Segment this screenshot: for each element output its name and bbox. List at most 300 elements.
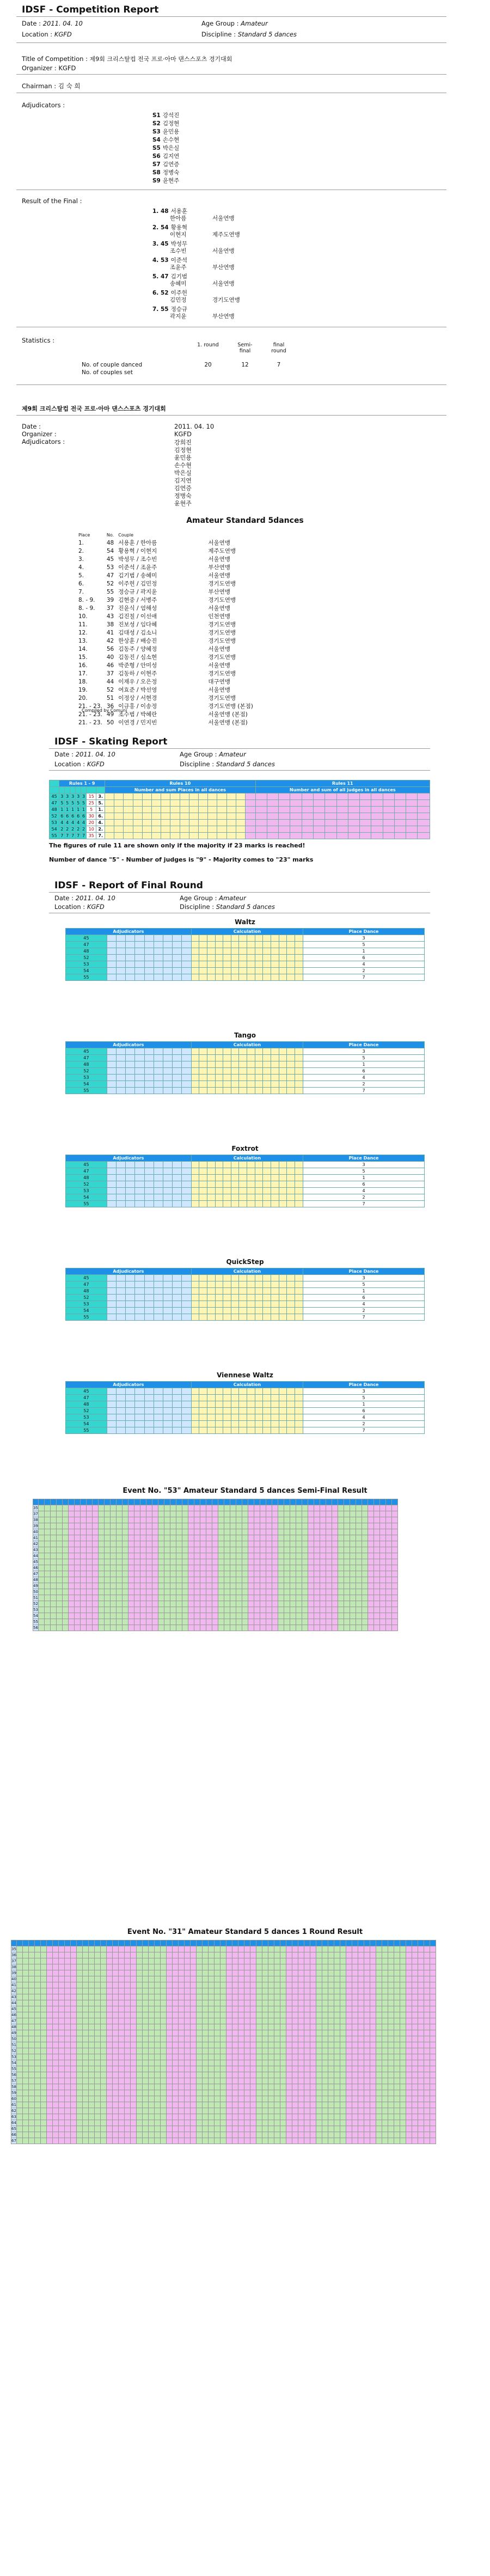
event-couple-no: 38 — [11, 1965, 16, 1969]
event-mark — [388, 2060, 394, 2066]
event-mark — [172, 2054, 178, 2060]
dance-row — [66, 1088, 425, 1094]
event-mark — [260, 1511, 266, 1517]
dance-mark — [144, 1075, 154, 1081]
dance-calc-cell — [215, 1068, 223, 1075]
event-judge-header — [76, 1940, 82, 1946]
skating-sub-header — [81, 787, 87, 793]
event-mark — [278, 1601, 284, 1607]
dance-couple-no: 53 — [66, 1188, 107, 1194]
event-mark — [98, 1511, 104, 1517]
event-mark — [424, 1976, 430, 1982]
dance-calc-cell — [191, 935, 199, 942]
skating-rule10-cell — [189, 807, 198, 813]
event-mark — [308, 1589, 314, 1595]
event-mark — [358, 2042, 364, 2048]
event-mark — [262, 1970, 268, 1976]
event-mark — [106, 2090, 112, 2096]
event-mark — [56, 1625, 62, 1631]
event-row — [11, 2030, 436, 2036]
event-mark — [278, 1571, 284, 1577]
dance-mark — [173, 1162, 182, 1168]
event-mark — [278, 1511, 284, 1517]
event-mark — [262, 2102, 268, 2108]
dance-calc-cell — [263, 1181, 271, 1188]
dance-calc-cell — [231, 968, 239, 974]
event-mark — [350, 1613, 356, 1619]
event-mark — [254, 1529, 260, 1535]
event-mark — [242, 1595, 248, 1601]
dance-calc-cell — [207, 1295, 216, 1301]
event-mark — [248, 1553, 254, 1559]
event-mark — [334, 2018, 340, 2024]
event-mark — [322, 2030, 328, 2036]
event-mark — [148, 1946, 154, 1952]
event-mark — [130, 1952, 136, 1958]
dance-calc-cell — [295, 1408, 303, 1414]
dance-row — [66, 974, 425, 981]
event-judge-header — [164, 1499, 170, 1505]
event-mark — [304, 2012, 310, 2018]
event-mark — [52, 2042, 58, 2048]
dance-mark — [135, 1194, 144, 1201]
dance-calc-cell — [263, 961, 271, 968]
event-mark — [418, 2030, 424, 2036]
event-judge-header — [256, 1940, 262, 1946]
dance-calc-cell — [199, 1181, 207, 1188]
skating-rule10-cell — [114, 793, 124, 800]
summary-cell: 56 — [106, 645, 114, 652]
event-mark — [292, 1958, 298, 1964]
event-mark — [28, 2066, 34, 2072]
event-mark — [430, 2090, 436, 2096]
dance-calc-cell — [287, 935, 295, 942]
event-mark — [334, 1946, 340, 1952]
event-mark — [370, 2054, 376, 2060]
summary-cell: 36 — [106, 703, 114, 710]
event-mark — [304, 1976, 310, 1982]
event-mark — [118, 2084, 124, 2090]
dance-calc-cell — [263, 935, 271, 942]
skating-rule11-cell — [418, 833, 430, 839]
dance-mark — [144, 974, 154, 981]
dance-calc-cell — [231, 1048, 239, 1055]
event-mark — [28, 2024, 34, 2030]
event-mark — [16, 2090, 22, 2096]
skating-rule10-cell — [180, 826, 189, 833]
event-mark — [160, 1976, 166, 1982]
event-mark — [130, 1964, 136, 1970]
event-mark — [266, 1523, 272, 1529]
event-mark — [406, 1994, 412, 2000]
event-mark — [394, 2006, 400, 2012]
event-mark — [16, 1988, 22, 1994]
dance-mark — [173, 1048, 182, 1055]
dance-calc-cell — [239, 1181, 247, 1188]
event-mark — [290, 1601, 296, 1607]
skating-rule11-cell — [360, 800, 371, 807]
event-mark — [76, 2090, 82, 2096]
event-mark — [106, 1994, 112, 2000]
event-mark — [118, 2078, 124, 2084]
dance-mark — [116, 1048, 125, 1055]
event-mark — [272, 1529, 278, 1535]
event-mark — [146, 1583, 152, 1589]
skating-rule10-cell — [133, 833, 142, 839]
event-judge-header — [62, 1499, 68, 1505]
event-mark — [230, 1583, 236, 1589]
event-mark — [142, 2000, 148, 2006]
event-mark — [274, 2048, 280, 2054]
event-mark — [202, 2000, 208, 2006]
event-mark — [104, 1505, 110, 1511]
event-mark — [74, 1613, 80, 1619]
event-mark — [244, 2090, 250, 2096]
event-mark — [344, 1613, 350, 1619]
dance-calc-cell — [255, 974, 263, 981]
event-mark — [326, 1541, 332, 1547]
dance-calc-cell — [215, 1181, 223, 1188]
event-mark — [88, 2078, 94, 2084]
event-mark — [238, 2102, 244, 2108]
event-mark — [62, 1625, 68, 1631]
summary-cell: 37 — [106, 670, 114, 677]
event-mark — [190, 2084, 196, 2090]
dance-calc-cell — [207, 1395, 216, 1401]
dance-calc-cell — [255, 955, 263, 961]
summary-cell: 38 — [106, 621, 114, 628]
event-mark — [124, 1952, 130, 1958]
event-mark — [116, 1523, 122, 1529]
event-mark — [56, 1589, 62, 1595]
event-mark — [140, 1547, 146, 1553]
dance-calc-cell — [231, 961, 239, 968]
event-mark — [256, 2042, 262, 2048]
event-mark — [184, 1976, 190, 1982]
event-mark — [236, 1571, 242, 1577]
event-mark — [188, 1565, 194, 1571]
skating-rule11-cell — [336, 793, 348, 800]
event-mark — [142, 2030, 148, 2036]
dance-mark — [107, 1401, 116, 1408]
dance-calc-cell — [191, 1194, 199, 1201]
skating-couple-no: 53 — [50, 820, 59, 826]
event-mark — [340, 2048, 346, 2054]
event-mark — [284, 1505, 290, 1511]
event-mark — [110, 1511, 116, 1517]
event-mark — [136, 2066, 142, 2072]
event-row — [33, 1535, 398, 1541]
event-mark — [296, 1613, 302, 1619]
event-mark — [290, 1619, 296, 1625]
event-mark — [340, 1946, 346, 1952]
event-mark — [256, 2048, 262, 2054]
event-mark — [244, 1952, 250, 1958]
event-mark — [202, 2054, 208, 2060]
dance-calc-cell — [239, 1388, 247, 1395]
dance-calc-cell — [279, 1421, 287, 1427]
dance-place: 2 — [303, 1194, 425, 1201]
event-mark — [172, 1988, 178, 1994]
event-mark — [412, 1952, 418, 1958]
dance-place: 6 — [303, 1408, 425, 1414]
event-mark — [214, 1958, 220, 1964]
event-mark — [430, 2030, 436, 2036]
dance-couple-no: 55 — [66, 974, 107, 981]
event-mark — [298, 2048, 304, 2054]
summary-cell: 52 — [106, 580, 114, 587]
event-mark — [238, 2114, 244, 2120]
event-mark — [50, 1559, 56, 1565]
event-mark — [166, 2030, 172, 2036]
event-mark — [188, 1613, 194, 1619]
event-mark — [236, 1577, 242, 1583]
event-mark — [88, 1988, 94, 1994]
event-mark — [94, 2054, 100, 2060]
dance-mark — [173, 974, 182, 981]
dance-calc-cell — [287, 1301, 295, 1308]
event-mark — [367, 1589, 373, 1595]
dance-calc-cell — [199, 942, 207, 948]
event-mark — [256, 1976, 262, 1982]
summary-cell: 52 — [106, 686, 114, 693]
summary-cell: 김동하 / 이현주 — [118, 670, 157, 677]
event-mark — [74, 1517, 80, 1523]
event-mark — [340, 1952, 346, 1958]
event-mark — [391, 1601, 397, 1607]
event-mark — [274, 2018, 280, 2024]
event-mark — [350, 1553, 356, 1559]
event-mark — [350, 1595, 356, 1601]
event-mark — [296, 1607, 302, 1613]
event-mark — [268, 2090, 274, 2096]
event-mark — [58, 1976, 64, 1982]
skating-sub-header: Number and sum Places in all dances — [105, 787, 255, 793]
event-mark — [400, 1976, 406, 1982]
skating-rule10-cell — [133, 807, 142, 813]
event-mark — [76, 2078, 82, 2084]
event-mark — [308, 1613, 314, 1619]
event-mark — [254, 1595, 260, 1601]
event-mark — [190, 2096, 196, 2102]
event-couple-no: 63 — [11, 2115, 16, 2119]
event-mark — [242, 1535, 248, 1541]
event-mark — [388, 1946, 394, 1952]
event-mark — [268, 2066, 274, 2072]
dance-mark — [135, 1075, 144, 1081]
event-mark — [268, 1952, 274, 1958]
event-mark — [58, 2054, 64, 2060]
event-mark — [406, 1958, 412, 1964]
event-judge-header — [206, 1499, 212, 1505]
event-mark — [112, 1982, 118, 1988]
dance-mark — [154, 1295, 163, 1301]
skating-rule10-cell — [170, 813, 180, 820]
event-mark — [356, 1571, 362, 1577]
event-mark — [76, 2012, 82, 2018]
skating-rule10-cell — [124, 800, 133, 807]
event-mark — [100, 2066, 106, 2072]
event-mark — [214, 2078, 220, 2084]
event-mark — [268, 2000, 274, 2006]
dance-calc-cell — [279, 1388, 287, 1395]
event-mark — [104, 1565, 110, 1571]
dance-calc-cell — [207, 1408, 216, 1414]
skating-rule10-cell — [152, 793, 161, 800]
event-mark — [194, 1565, 200, 1571]
event-mark — [22, 2054, 28, 2060]
event-mark — [424, 2090, 430, 2096]
summary-cell: 황용혁 / 이현지 — [118, 548, 157, 554]
event-mark — [124, 2066, 130, 2072]
event-mark — [326, 1553, 332, 1559]
summary-cell: 이규홍 / 이송정 — [118, 703, 157, 710]
event-mark — [182, 1523, 188, 1529]
event-row — [11, 2102, 436, 2108]
event-mark — [22, 2018, 28, 2024]
event-mark — [334, 2012, 340, 2018]
event-mark — [28, 2042, 34, 2048]
dance-calc-cell — [255, 1308, 263, 1314]
event-mark — [232, 2036, 238, 2042]
dance-row — [66, 1068, 425, 1075]
event-row — [33, 1571, 398, 1577]
event-row — [33, 1541, 398, 1547]
event-mark — [38, 1589, 44, 1595]
event-mark — [158, 1595, 164, 1601]
event-mark — [362, 1565, 367, 1571]
skating-rule11-cell — [325, 833, 336, 839]
dance-calc-cell — [255, 1314, 263, 1321]
event-mark — [382, 2042, 388, 2048]
event-mark — [100, 2114, 106, 2120]
event-mark — [112, 2000, 118, 2006]
event-mark — [274, 2066, 280, 2072]
event-mark — [70, 1988, 76, 1994]
event-mark — [232, 2078, 238, 2084]
event-mark — [34, 1964, 40, 1970]
event-mark — [40, 2018, 46, 2024]
event-mark — [68, 1613, 74, 1619]
event-mark — [124, 2060, 130, 2066]
event-mark — [62, 1583, 68, 1589]
event-mark — [92, 1565, 98, 1571]
event-mark — [290, 1571, 296, 1577]
event-mark — [248, 1595, 254, 1601]
event-mark — [236, 1601, 242, 1607]
event-mark — [94, 2066, 100, 2072]
event-mark — [178, 2114, 184, 2120]
event-mark — [304, 2042, 310, 2048]
event-mark — [146, 1601, 152, 1607]
event-mark — [350, 1589, 356, 1595]
event-mark — [124, 2036, 130, 2042]
event-mark — [298, 1970, 304, 1976]
event-mark — [122, 1523, 128, 1529]
event-mark — [250, 2114, 256, 2120]
event-mark — [394, 2054, 400, 2060]
event-mark — [124, 1976, 130, 1982]
event-mark — [104, 1547, 110, 1553]
event-mark — [194, 1523, 200, 1529]
summary-cell: 17. — [78, 670, 88, 677]
event-mark — [356, 1535, 362, 1541]
skating-rule10-cell — [170, 793, 180, 800]
event-mark — [373, 1595, 379, 1601]
skating-rule10-cell — [217, 793, 226, 800]
event-mark — [116, 1553, 122, 1559]
event-mark — [292, 2042, 298, 2048]
event-mark — [230, 1625, 236, 1631]
event-mark — [314, 1505, 320, 1511]
event-mark — [16, 2042, 22, 2048]
event-mark — [358, 1988, 364, 1994]
event-mark — [326, 1565, 332, 1571]
event-mark — [314, 1589, 320, 1595]
event-mark — [314, 1529, 320, 1535]
event-mark — [86, 1601, 92, 1607]
dance-calc-cell — [263, 1401, 271, 1408]
event-mark — [92, 1595, 98, 1601]
skating-place: 2. — [96, 826, 105, 833]
event-mark — [38, 1571, 44, 1577]
event-mark — [190, 2006, 196, 2012]
event-header-row — [11, 1940, 436, 1946]
dance-mark — [163, 1075, 172, 1081]
event-mark — [250, 2054, 256, 2060]
event-mark — [292, 1976, 298, 1982]
event-mark — [172, 2048, 178, 2054]
event-mark — [362, 1589, 367, 1595]
event-mark — [334, 2048, 340, 2054]
dance-mark — [144, 1061, 154, 1068]
event-mark — [338, 1547, 344, 1553]
event-mark — [46, 2072, 52, 2078]
event-judge-header — [100, 1940, 106, 1946]
event-mark — [290, 1565, 296, 1571]
dance-calc-cell — [239, 1401, 247, 1408]
event-mark — [58, 2030, 64, 2036]
skating-table — [49, 780, 430, 839]
skating-note-2: Number of dance "5" - Number of judges is "9" - Majority comes to "23" marks — [49, 856, 314, 863]
event-mark — [262, 2108, 268, 2114]
event-mark — [62, 1535, 68, 1541]
event-mark — [122, 1553, 128, 1559]
event-mark — [86, 1511, 92, 1517]
dance-calc-cell — [271, 1281, 279, 1288]
skating-rule10-cell — [217, 826, 226, 833]
event-judge-header — [308, 1499, 314, 1505]
dance-calc-cell — [207, 1314, 216, 1321]
dance-calc-cell — [263, 1281, 271, 1288]
event-mark — [82, 2114, 88, 2120]
event-row — [11, 1952, 436, 1958]
event-mark — [76, 2018, 82, 2024]
event-mark — [208, 2078, 214, 2084]
event-mark — [274, 2042, 280, 2048]
summary-cell: 45 — [106, 556, 114, 563]
skating-dance-place: 6 — [59, 813, 65, 820]
event-mark — [76, 1994, 82, 2000]
event-mark — [140, 1565, 146, 1571]
event-mark — [268, 2006, 274, 2012]
event-mark — [104, 1595, 110, 1601]
event-mark — [86, 1523, 92, 1529]
event-mark — [412, 1946, 418, 1952]
event-mark — [388, 2102, 394, 2108]
event-judge-header — [56, 1499, 62, 1505]
event-mark — [118, 1970, 124, 1976]
